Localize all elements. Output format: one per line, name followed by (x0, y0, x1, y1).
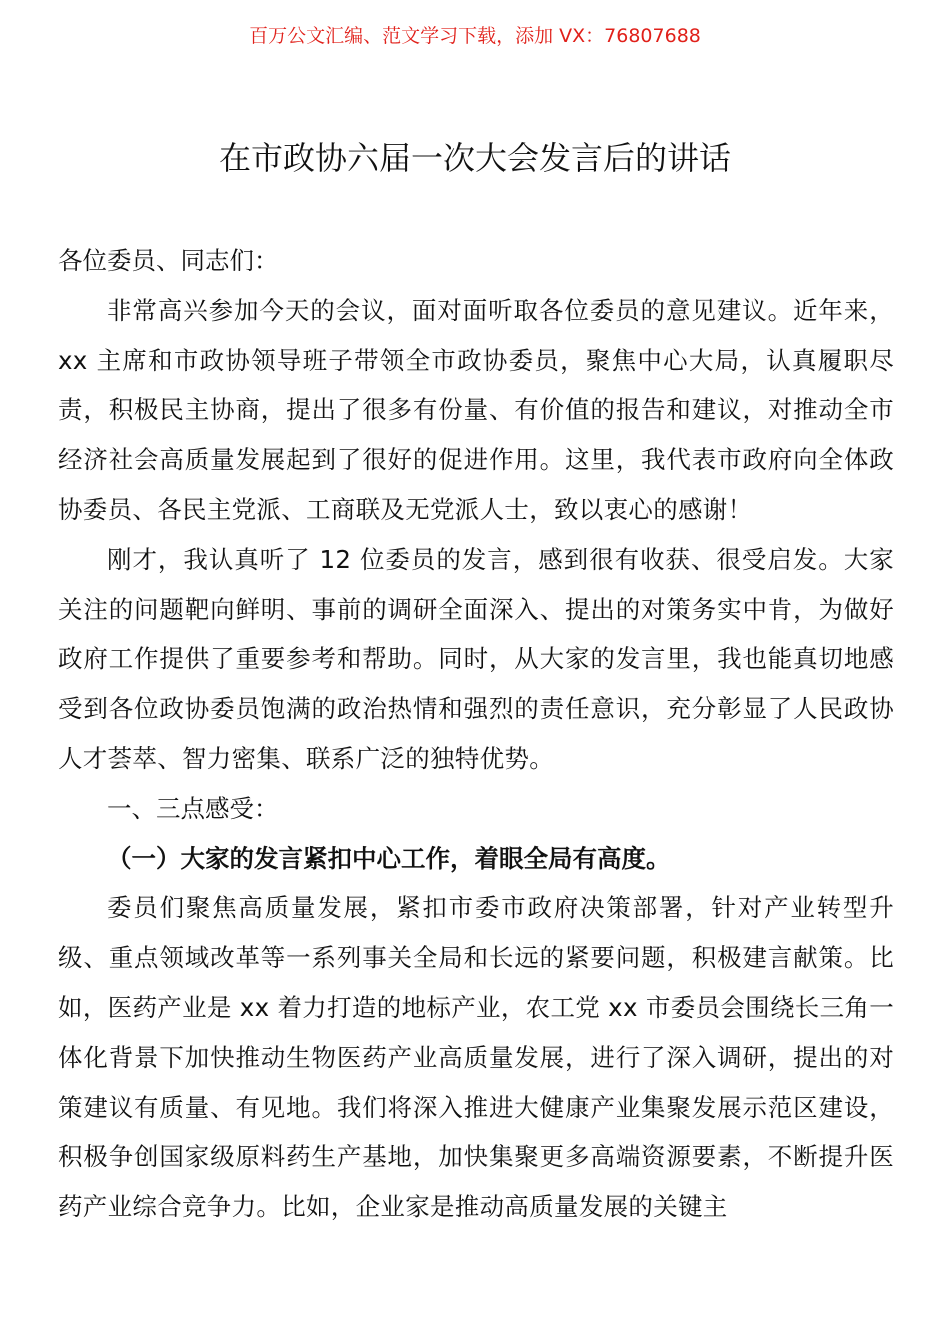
paragraph-opening: 非常高兴参加今天的会议，面对面听取各位委员的意见建议。近年来，xx 主席和市政协领导班子带领全市政协委员，聚焦中心大局，认真履职尽责，积极民主协商，提出了很多有份量、有价值的报告和建议，对推动全市经济社会高质量发展起到了很好的促进作用。这里，我代表市政府向全体政协委员、各民主党派、工商联及无党派人士，致以衷心的感谢！ (58, 295, 894, 524)
paragraph-subsection: 委员们聚焦高质量发展，紧扣市委市政府决策部署，针对产业转型升级、重点领域改革等一系列事关全局和长远的紧要问题，积极建言献策。比如，医药产业是 xx 着力打造的地标产业，农工党 xx 市委员会围绕长三角一体化背景下加快推动生物医药产业高质量发展，进行了深入调研，提出的对策建议有质量、有见地。我们将深入推进大健康产业集聚发展示范区建设，积极争创国家级原料药生产基地，加快集聚更多高端资源要素，不断提升医药产业综合竞争力。比如，企业家是推动高质量发展的关键主 (58, 893, 894, 1222)
watermark-banner: 百万公文汇编、范文学习下载，添加 VX：76807688 (249, 25, 701, 47)
document-body (58, 236, 894, 1232)
subsection-heading: （一）大家的发言紧扣中心工作，着眼全局有高度。 (107, 843, 671, 873)
document-title: 在市政协六届一次大会发言后的讲话 (218, 139, 731, 177)
paragraph-feedback: 刚才，我认真听了 12 位委员的发言，感到很有收获、很受启发。大家关注的问题靶向鲜明、事前的调研全面深入、提出的对策务实中肯，为做好政府工作提供了重要参考和帮助。同时，从大家的发言里，我也能真切地感受到各位政协委员饱满的政治热情和强烈的责任意识，充分彰显了人民政协人才荟萃、智力密集、联系广泛的独特优势。 (58, 544, 894, 773)
salutation: 各位委员、同志们： (58, 246, 279, 275)
section-heading: 一、三点感受： (107, 793, 279, 823)
